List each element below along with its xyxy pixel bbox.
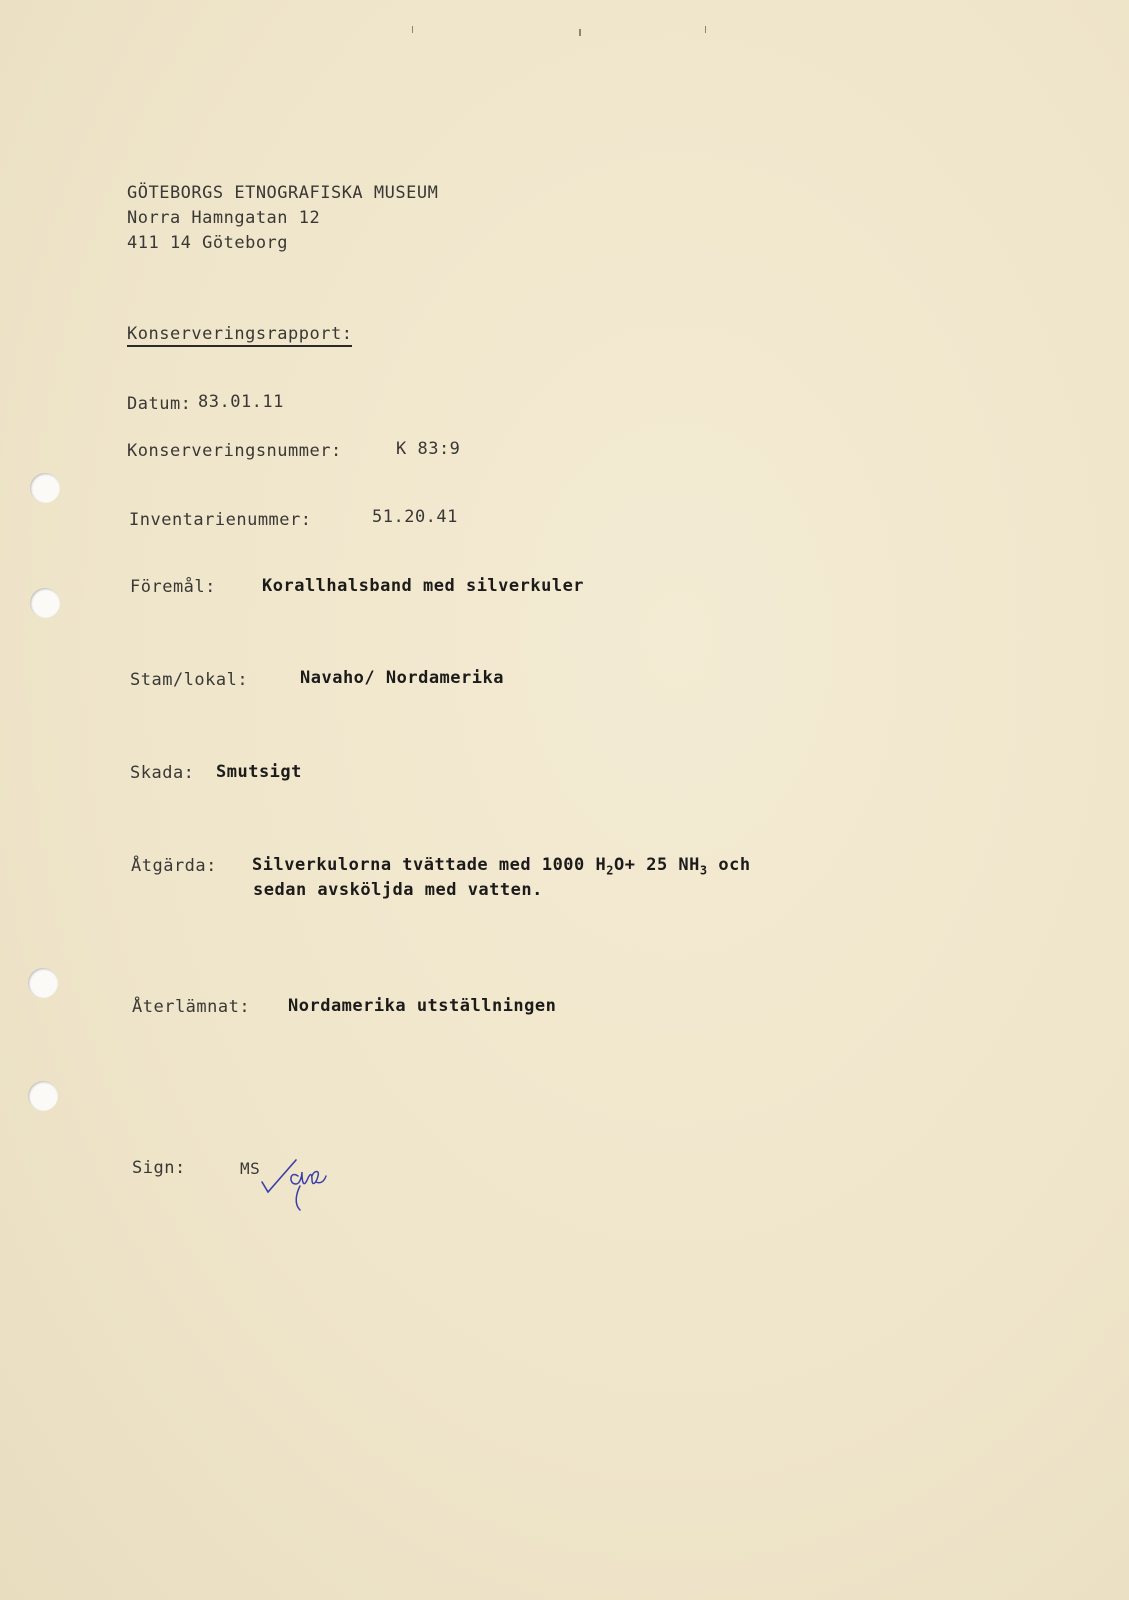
binder-hole <box>28 1081 58 1111</box>
subscript-3: 3 <box>699 863 708 878</box>
atgarda-text-a: Silverkulorna tvättade med 1000 H <box>252 855 607 875</box>
institution-name: GÖTEBORGS ETNOGRAFISKA MUSEUM <box>127 183 439 203</box>
konsnr-label: Konserveringsnummer: <box>127 441 342 461</box>
city-address: 411 14 Göteborg <box>127 233 289 253</box>
binder-hole <box>28 968 58 998</box>
paper-mark <box>705 26 706 33</box>
paper-mark <box>412 26 413 33</box>
invnr-value: 51.20.41 <box>372 507 458 527</box>
street-address: Norra Hamngatan 12 <box>127 208 321 228</box>
sign-initials: MS <box>240 1159 261 1178</box>
binder-hole <box>30 588 60 618</box>
handwritten-signature <box>260 1154 340 1214</box>
skada-value: Smutsigt <box>216 762 302 782</box>
aterlamnat-value: Nordamerika utställningen <box>288 996 557 1016</box>
aterlamnat-label: Återlämnat: <box>132 997 251 1017</box>
sign-label: Sign: <box>132 1158 186 1178</box>
atgarda-label: Åtgärda: <box>131 856 217 876</box>
invnr-label: Inventarienummer: <box>129 510 312 530</box>
foremal-label: Föremål: <box>130 577 216 597</box>
skada-label: Skada: <box>130 763 195 783</box>
stam-value: Navaho/ Nordamerika <box>300 668 504 688</box>
datum-value: 83.01.11 <box>198 392 284 412</box>
stam-label: Stam/lokal: <box>130 670 249 690</box>
atgarda-line1 <box>252 855 751 877</box>
atgarda-line2: sedan avsköljda med vatten. <box>253 880 543 900</box>
binder-hole <box>30 473 60 503</box>
paper-mark <box>579 29 581 36</box>
atgarda-text-c: och <box>707 855 751 875</box>
report-title: Konserveringsrapport: <box>127 324 352 347</box>
datum-label: Datum: <box>127 394 192 414</box>
foremal-value: Korallhalsband med silverkuler <box>262 576 585 596</box>
konsnr-value: K 83:9 <box>396 439 461 459</box>
subscript-2: 2 <box>606 863 614 878</box>
atgarda-text-b: O+ 25 NH <box>614 855 700 875</box>
